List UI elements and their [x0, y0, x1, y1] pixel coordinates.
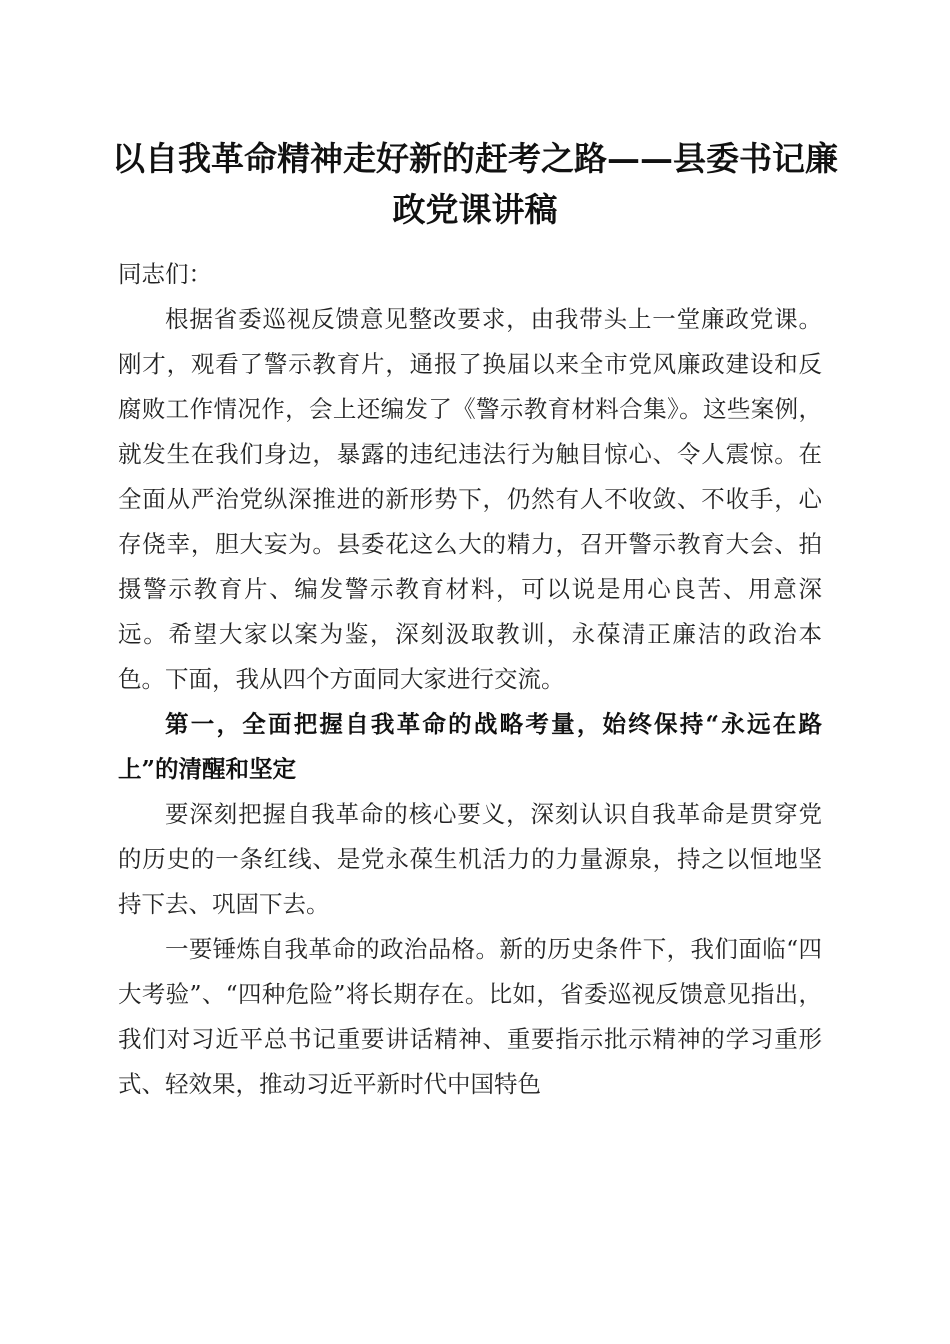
body-paragraph: 要深刻把握自我革命的核心要义，深刻认识自我革命是贯穿党的历史的一条红线、是党永葆生机活力的力量源泉，持之以恒地坚持下去、巩固下去。 — [118, 800, 822, 918]
section-heading-1: 第一，全面把握自我革命的战略考量，始终保持“永远在路上”的清醒和坚定 — [118, 710, 822, 783]
document-body — [118, 252, 822, 1107]
document-title: 以自我革命精神走好新的赶考之路——县委书记廉政党课讲稿 — [112, 139, 838, 229]
body-paragraph: 一要锤炼自我革命的政治品格。新的历史条件下，我们面临“四大考验”、“四种危险”将长期存在。比如，省委巡视反馈意见指出，我们对习近平总书记重要讲话精神、重要指示批示精神的学习重形式、轻效果，推动习近平新时代中国特色 — [118, 935, 822, 1098]
intro-paragraph: 根据省委巡视反馈意见整改要求，由我带头上一堂廉政党课。刚才，观看了警示教育片，通报了换届以来全市党风廉政建设和反腐败工作情况作，会上还编发了《警示教育材料合集》。这些案例，就发生在我们身边，暴露的违纪违法行为触目惊心、令人震惊。在全面从严治党纵深推进的新形势下，仍然有人不收敛、不收手，心存侥幸，胆大妄为。县委花这么大的精力，召开警示教育大会、拍摄警示教育片、编发警示教育材料，可以说是用心良苦、用意深远。希望大家以案为鉴，深刻汲取教训，永葆清正廉洁的政治本色。下面，我从四个方面同大家进行交流。 — [118, 305, 822, 693]
salutation: 同志们： — [118, 260, 212, 288]
